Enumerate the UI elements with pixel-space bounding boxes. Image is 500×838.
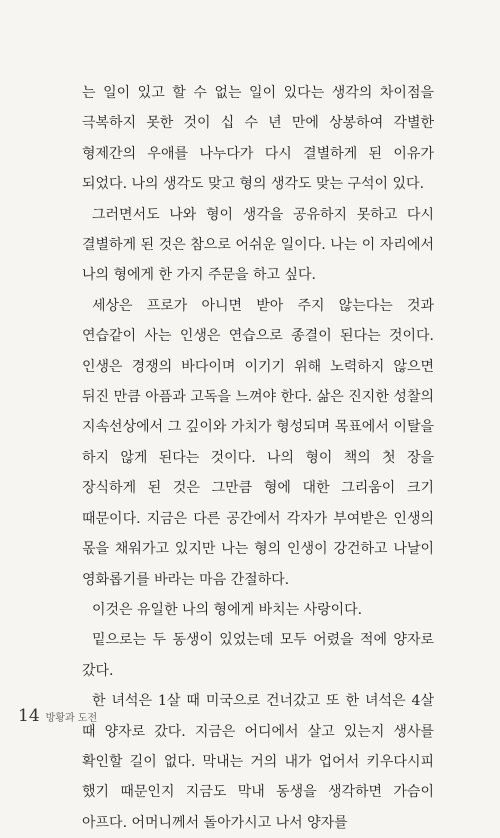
paragraph: 한 녀석은 1살 때 미국으로 건너갔고 또 한 녀석은 4살 때 양자로 갔다. 지금은 어디에서 살고 있는지 생사를 확인할 길이 없다. 막내는 거의 내가 업어서 키우다시피 했기 때문인지 지금도 막내 동생을 생각하면 가슴이 아프다. 어머니께서 돌아가시고 나서 양자를 (82, 693, 434, 831)
paragraph: 그러면서도 나와 형이 생각을 공유하지 못하고 다시 결별하게 된 것은 참으로 어쉬운 일이다. 나는 이 자리에서 나의 형에게 한 가지 주문을 하고 싶다. (82, 206, 434, 284)
paragraph: 이것은 유일한 나의 형에게 바치는 사랑이다. (92, 601, 363, 618)
paragraph-continued: 는 일이 있고 할 수 없는 일이 있다는 생각의 차이점을 극복하지 못한 것이 십 수 년 만에 상봉하여 각별한 형제간의 우애를 나누다가 다시 결별하게 된 이유가 되었다. 나의 생각도 맞고 형의 생각도 맞는 구석이 있다. (82, 85, 434, 193)
paragraph: 세상은 프로가 아니면 받아 주지 않는다는 것과 연습같이 사는 인생은 연습으로 종결이 된다는 것이다. 인생은 경쟁의 바다이며 이기기 위해 노력하지 않으면 뒤진 만큼 아픔과 고독을 느껴야 한다. 삶은 진지한 성찰의 지속선상에서 그 깊이와 가치가 형성되며 목표에서 이탈을 하지 않게 된다는 것이다. 나의 형이 책의 첫 장을 장식하게 된 것은 그만큼 형에 대한 그리움이 크기 때문이다. 지금은 다른 공간에서 각자가 부여받은 인생의 몫을 채워가고 있지만 나는 형의 인생이 강건하고 나날이 영화롭기를 바라는 마음 간절하다. (82, 297, 434, 588)
body-text (82, 78, 434, 838)
book-title: 방황과 도전 (45, 713, 98, 724)
page-number: 14 (18, 706, 40, 726)
page-footer (18, 706, 97, 726)
paragraph: 밑으로는 두 동생이 있었는데 모두 어렸을 적에 양자로 갔다. (82, 632, 434, 679)
